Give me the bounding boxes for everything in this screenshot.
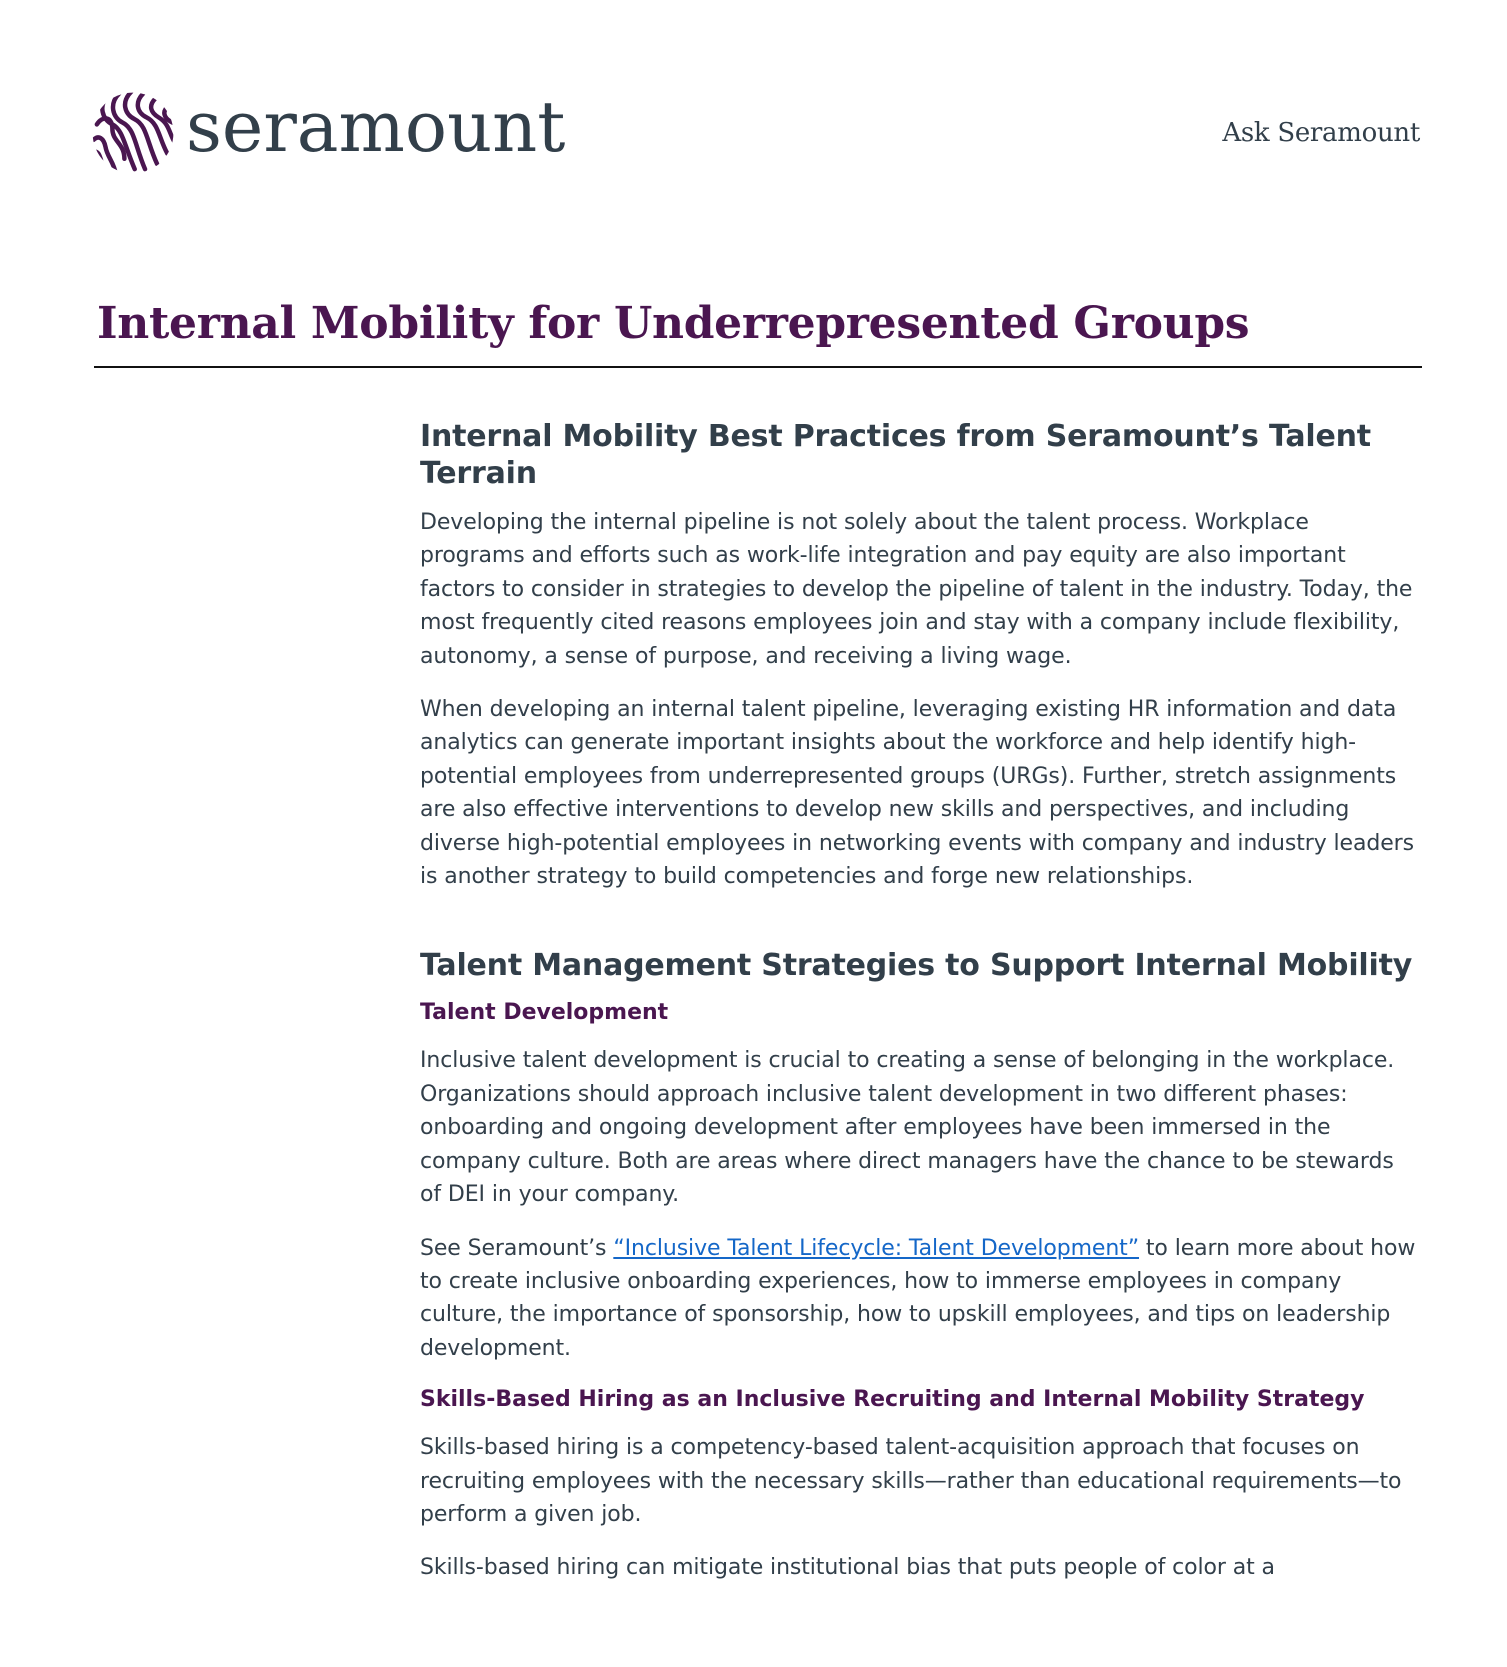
subsection-heading-skills-based-hiring: Skills-Based Hiring as an Inclusive Recruiting and Internal Mobility Strategy xyxy=(420,1387,1365,1413)
paragraph: Inclusive talent development is crucial to creating a sense of belonging in the workplace. Organizations should approach inclusive talent development in two different phases: onboarding and ongoing development after employees have been immersed in the company culture. Both are areas where direct managers have the chance to be stewards of DEI in your company. xyxy=(420,1048,1395,1208)
section-best-practices xyxy=(420,418,1420,893)
link-suffix: to learn more about how to create inclusive onboarding experiences, how to immerse employees in company culture, the importance of sponsorship, how to upskill employees, and tips on leadership development. xyxy=(420,1235,1416,1361)
seramount-logo[interactable] xyxy=(90,86,566,176)
section-talent-management xyxy=(420,947,1420,1584)
paragraph: When developing an internal talent pipeline, leveraging existing HR information and data analytics can generate important insights about the workforce and help identify high-potential employees from underrepresented groups (URGs). Further, stretch assignments are also effective interventions to develop new skills and perspectives, and including diverse high-potential employees in networking events with company and industry leaders is another strategy to build competencies and forge new relationships. xyxy=(420,697,1414,890)
spacer xyxy=(420,913,1420,947)
section-heading: Internal Mobility Best Practices from Seramount’s Talent Terrain xyxy=(420,419,1371,491)
paragraph: Skills-based hiring can mitigate institutional bias that puts people of color at a xyxy=(420,1555,1275,1581)
site-header xyxy=(90,88,1420,178)
link-prefix: See Seramount’s xyxy=(420,1235,614,1261)
paragraph: Developing the internal pipeline is not solely about the talent process. Workplace programs and efforts such as work-life integration and pay equity are also important factors to consider in strategies to develop the pipeline of talent in the industry. Today, the most frequently cited reasons employees join and stay with a company include flexibility, autonomy, a sense of purpose, and receiving a living wage. xyxy=(420,510,1413,669)
title-divider xyxy=(94,366,1422,368)
paragraph-with-link xyxy=(420,1232,1420,1366)
inclusive-talent-lifecycle-link[interactable]: “Inclusive Talent Lifecycle: Talent Development” xyxy=(613,1235,1140,1261)
section-heading: Talent Management Strategies to Support Internal Mobility xyxy=(420,948,1413,984)
page-title: Internal Mobility for Underrepresented Groups xyxy=(97,298,1250,349)
paragraph: Skills-based hiring is a competency-based talent-acquisition approach that focuses on recruiting employees with the necessary skills—rather than educational requirements—to perform a given job. xyxy=(420,1435,1402,1527)
ask-seramount-link[interactable]: Ask Seramount xyxy=(1222,118,1420,148)
article-body xyxy=(420,418,1420,1605)
seramount-swirl-logo-icon xyxy=(90,90,176,176)
subsection-heading-talent-development: Talent Development xyxy=(420,1000,669,1026)
logo-wordmark: seramount xyxy=(186,86,566,168)
